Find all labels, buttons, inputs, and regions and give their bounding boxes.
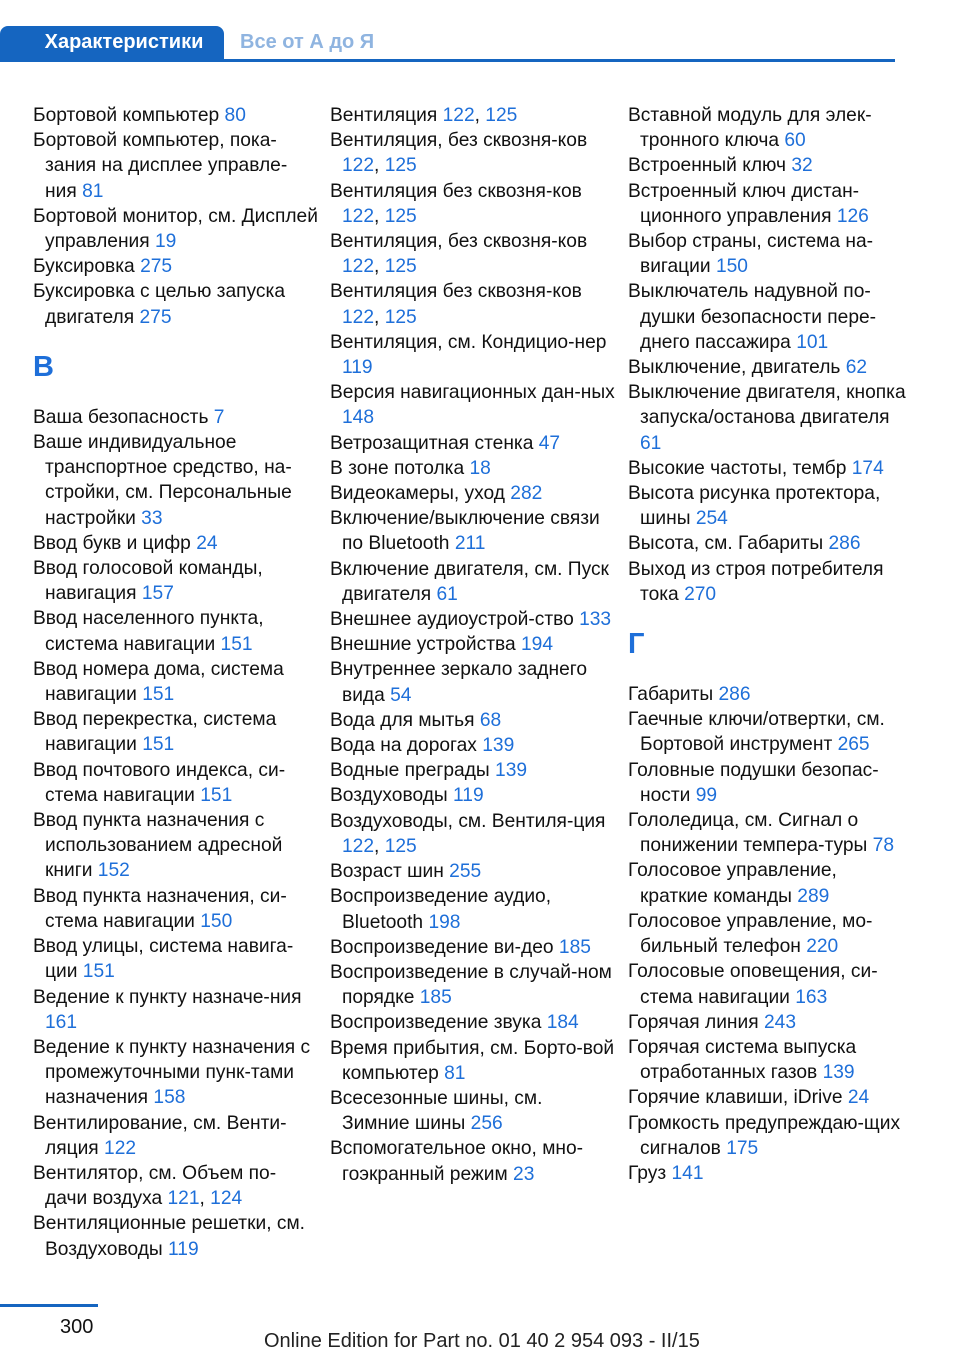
index-term: Выключение двигателя, кнопка запуска/останова двигателя [628,382,906,429]
page-link[interactable]: 161 [45,1011,78,1033]
page-link[interactable]: 122 [342,256,375,278]
page-link[interactable]: 81 [444,1062,466,1084]
index-term: Выключатель надувной по-душки безопасности пере-днего пассажира [628,281,877,353]
index-term: Ввод пункта назначения, си-стема навигации [33,885,287,932]
page-link[interactable]: 163 [795,986,828,1008]
index-entry [330,783,615,808]
index-entry [33,1035,318,1111]
index-entry [330,506,615,556]
index-column-2 [330,103,615,1187]
index-term: Встроенный ключ дистан-ционного управления [628,180,860,227]
index-entry [330,708,615,733]
footer-divider [0,1304,98,1307]
page-link[interactable]: 289 [797,885,830,907]
page-link[interactable]: 126 [836,205,869,227]
page-link[interactable]: 255 [449,861,482,883]
index-entry [628,456,908,481]
index-term: Ввод пункта назначения с использованием адресной книги [33,810,283,882]
index-entry [628,531,908,556]
page-link[interactable]: 99 [695,784,718,806]
index-entry [628,707,908,757]
index-term: Буксировка [33,256,135,278]
index-entry [330,481,615,506]
page-link[interactable]: 133 [579,609,612,631]
page-link[interactable]: 119 [453,785,484,807]
index-term: Горячая система выпуска отработанных газов [628,1036,857,1084]
index-entry [330,607,615,632]
page-link[interactable]: 61 [640,432,662,454]
index-entry [33,279,318,329]
page-link[interactable]: 270 [684,583,717,605]
index-term: Вентиляция без сквозня-ков [330,281,582,303]
page-link[interactable]: 122 [442,105,475,126]
index-entry [330,884,615,934]
index-entry [330,1086,615,1136]
index-term: Внешнее аудиоустрой-ство [330,609,574,631]
index-term: Бортовой компьютер, пока-зания на дисплее управле-ния [33,130,288,202]
page-link[interactable]: 175 [726,1137,759,1159]
page-link[interactable]: 174 [851,457,884,479]
page-link[interactable]: 101 [796,331,829,353]
index-entry [33,884,318,934]
page-link[interactable]: 60 [784,130,806,152]
page-link[interactable]: 125 [485,105,518,126]
index-entry [628,1085,908,1110]
index-term: В зоне потолка [330,457,465,479]
page-link[interactable]: 33 [141,507,163,529]
index-term: Бортовой компьютер [33,105,220,126]
page-link[interactable]: 286 [718,684,751,706]
index-term: Голосовое управление, мо-бильный телефон [628,910,873,958]
index-entry [628,808,908,858]
index-term: Гололедица, см. Сигнал о понижении темпера-туры [628,810,868,857]
index-term: Габариты [628,684,714,706]
page-link[interactable]: 122 [104,1137,137,1159]
page-link[interactable]: 185 [419,987,452,1009]
index-term: Вентилирование, см. Венти-ляция [33,1112,287,1159]
index-term: Воспроизведение аудио, Bluetooth [330,886,552,933]
index-entry [330,960,615,1010]
page-link[interactable]: 139 [482,735,515,757]
index-term: Ветрозащитная стенка [330,432,534,454]
page-link[interactable]: 282 [510,483,543,505]
index-term: Ввод почтового индекса, си-стема навигации [33,759,286,806]
index-entry [628,229,908,279]
edition-text: Online Edition for Part no. 01 40 2 954 093 - II/15 [264,1330,700,1352]
index-term: Горячие клавиши, iDrive [628,1087,843,1109]
page-link[interactable]: 24 [847,1087,870,1109]
page-link[interactable]: 122 [342,306,375,328]
index-entry [628,355,908,380]
page-link[interactable]: 265 [837,734,870,756]
page-link[interactable]: 125 [384,835,417,857]
index-term: Ввод букв и цифр [33,532,191,554]
index-term: Воздуховоды [330,785,448,807]
page-link[interactable]: 124 [210,1188,243,1210]
index-entry [33,934,318,984]
index-term: Ввод улицы, система навига-ции [33,936,294,983]
index-entry [33,985,318,1035]
index-term: Ввод перекрестка, система навигации [33,709,277,756]
index-term: Ваша безопасность [33,406,209,428]
index-term: Возраст шин [330,861,444,883]
index-entry [628,557,908,607]
page-link[interactable]: 125 [384,155,417,177]
index-term: Водные преграды [330,760,490,782]
index-term: Буксировка с целью запуска двигателя [33,281,286,328]
index-entry [33,405,318,430]
page-link[interactable]: 139 [822,1062,855,1084]
index-entry [628,758,908,808]
index-entry [33,808,318,884]
page-link[interactable]: 151 [220,633,253,655]
index-entry [330,935,615,960]
index-entry [330,657,615,707]
page-link[interactable]: 121 [167,1188,200,1210]
index-term: Ввод населенного пункта, система навигации [33,608,264,655]
index-term: Вставной модуль для элек-тронного ключа [628,105,872,152]
index-term: Голосовые оповещения, си-стема навигации [628,961,878,1008]
index-term: Вентилятор, см. Объем по-дачи воздуха [33,1162,277,1210]
page-link[interactable]: 150 [715,256,748,278]
index-entry [330,431,615,456]
page-link[interactable]: 81 [82,180,104,202]
index-entry [330,557,615,607]
index-term: Вентиляция, без сквозня-ков [330,130,588,152]
page-link[interactable]: 198 [428,911,461,933]
page-link[interactable]: 286 [828,533,861,555]
index-entry [330,456,615,481]
page-link[interactable]: 122 [342,205,375,227]
index-column-1 [33,103,318,1262]
index-term: Горячая линия [628,1011,759,1033]
index-term: Вода для мытья [330,709,475,731]
index-entry [628,959,908,1009]
index-entry [628,179,908,229]
index-term: Внутреннее зеркало заднего вида [330,659,587,706]
index-term: Воздуховоды, см. Вентиля-ция [330,810,606,832]
page-link[interactable]: 158 [153,1087,186,1109]
index-entry [330,380,615,430]
section-letter: Г [628,628,645,661]
index-term: Воспроизведение звука [330,1012,542,1034]
page-link[interactable]: 211 [454,533,486,555]
page-link[interactable]: 23 [513,1163,535,1185]
page-link[interactable]: 184 [546,1012,579,1034]
index-entry [33,1211,318,1261]
page-link[interactable]: 194 [520,634,553,656]
index-term: Вентиляция [330,105,438,126]
header-divider [0,59,895,62]
page-link[interactable]: 24 [196,532,218,554]
page-link[interactable]: 185 [558,936,591,958]
index-term: Внешние устройства [330,634,516,656]
index-entry [33,204,318,254]
index-column-3 [628,103,908,1186]
page-link[interactable]: 18 [469,457,491,479]
index-term: Встроенный ключ [628,155,786,177]
index-term: Выключение, двигатель [628,357,841,379]
page-link[interactable]: 141 [671,1162,704,1184]
page-link[interactable]: 32 [791,155,813,177]
page-link[interactable]: 275 [139,306,172,328]
page-link[interactable]: 125 [384,256,417,278]
index-term: Громкость предупреждаю-щих сигналов [628,1112,901,1159]
index-entry [33,758,318,808]
index-entry [33,1111,318,1161]
page-link[interactable]: 54 [390,684,412,706]
index-term: Вентиляция, без сквозня-ков [330,231,588,253]
index-term: Ведение к пункту назначения с промежуточными пунк-тами назначения [33,1036,311,1109]
index-entry: Вентиляция без сквозня-ков 122, 125 [330,180,582,227]
page-link[interactable]: 254 [695,508,728,530]
index-term: Включение/выключение связи по Bluetooth [330,508,600,555]
index-term: Время прибытия, см. Борто-вой компьютер [330,1037,615,1084]
index-term: Ведение к пункту назначе-ния [33,986,302,1008]
page-link[interactable]: 125 [384,205,417,227]
index-entry [330,1036,615,1086]
page-link[interactable]: 150 [200,910,233,932]
page-link[interactable]: 256 [470,1113,503,1135]
index-term: Голосовое управление, краткие команды [628,860,837,907]
index-entry [628,1111,908,1161]
index-entry [330,733,615,758]
index-term: Ввод голосовой команды, навигация [33,558,263,605]
page-link[interactable]: 157 [141,583,174,605]
index-term: Вентиляция без сквозня-ков [330,180,582,202]
index-term: Включение двигателя, см. Пуск двигателя [330,558,609,605]
index-entry: Вентиляция 122, 125 [330,105,518,126]
index-entry [33,556,318,606]
index-entry: Вентиляция, без сквозня-ков 122, 125 [330,231,588,278]
index-entry [628,682,908,707]
page-link[interactable]: 243 [763,1011,796,1033]
index-term: Высота, см. Габариты [628,533,824,555]
page-link[interactable]: 151 [142,684,175,706]
index-entry [628,481,908,531]
page-link[interactable]: 19 [155,231,177,253]
index-entry [33,707,318,757]
page-link[interactable]: 275 [140,256,173,278]
page-link[interactable]: 152 [97,860,130,882]
index-entry: Вентиляция без сквозня-ков 122, 125 [330,281,582,328]
index-term: Вода на дорогах [330,735,477,757]
index-term: Всесезонные шины, см. Зимние шины [330,1087,543,1135]
index-term: Ввод номера дома, система навигации [33,658,284,706]
index-entry [330,859,615,884]
page-link[interactable]: 122 [342,155,375,177]
page-link[interactable]: 148 [342,407,375,429]
page-link[interactable]: 119 [168,1238,199,1260]
index-entry [330,632,615,657]
index-entry [33,430,318,531]
index-term: Ваше индивидуальное транспортное средство, на-стройки, см. Персональные настройки [33,432,292,529]
tab-a-to-z[interactable]: Все от А до Я [240,31,375,53]
index-term: Вентиляционные решетки, см. Воздуховоды [33,1213,305,1260]
index-entry [33,103,318,128]
index-term: Груз [628,1162,667,1184]
index-entry [628,103,908,153]
index-entry [628,1010,908,1035]
index-entry [628,858,908,908]
page-link[interactable]: 151 [200,784,233,806]
index-entry: Вентилятор, см. Объем по-дачи воздуха 121, 124 [33,1162,277,1210]
index-entry [33,254,318,279]
index-term: Выход из строя потребителя тока [628,558,884,605]
page-link[interactable]: 220 [806,936,839,958]
index-entry [33,128,318,204]
page-link[interactable]: 47 [538,432,561,454]
index-entry [628,1161,908,1186]
index-entry [628,380,908,456]
page-link[interactable]: 119 [342,357,373,379]
index-entry [33,606,318,656]
page-link[interactable]: 151 [82,961,115,983]
index-entry [628,1035,908,1085]
header [0,20,895,62]
index-entry: Вентиляция, без сквозня-ков 122, 125 [330,130,588,177]
index-term: Воспроизведение ви-део [330,936,554,958]
index-term: Выбор страны, система на-вигации [628,231,874,278]
index-term: Вентиляция, см. Кондицио-нер [330,331,607,353]
index-entry [330,330,615,380]
page-link[interactable]: 68 [479,709,502,731]
index-term: Бортовой монитор, см. Дисплей управления [33,205,318,253]
index-entry [330,1010,615,1035]
page-link[interactable]: 61 [436,583,458,605]
index-term: Головные подушки безопас-ности [628,759,879,806]
page-number: 300 [60,1316,94,1338]
page-link[interactable]: 139 [495,760,528,782]
index-entry [330,758,615,783]
page-link[interactable]: 125 [384,306,417,328]
page-link[interactable]: 151 [142,734,175,756]
page-link[interactable]: 78 [872,835,895,857]
index-term: Воспроизведение в случай-ном порядке [330,961,612,1009]
page-link[interactable]: 62 [845,357,868,379]
section-letter: В [33,350,54,383]
page-link[interactable]: 80 [224,105,246,126]
page-link[interactable]: 7 [213,406,225,428]
index-entry [330,1136,615,1186]
index-term: Высокие частоты, тембр [628,457,847,479]
index-entry [33,531,318,556]
index-entry [628,279,908,355]
index-term: Вспомогательное окно, мно-гоэкранный режим [330,1138,584,1185]
index-entry [33,657,318,707]
tab-characteristics[interactable]: Характеристики [0,26,224,59]
index-term: Гаечные ключи/отвертки, см. Бортовой инструмент [628,709,885,756]
index-entry [628,153,908,178]
index-term: Видеокамеры, уход [330,483,505,505]
index-entry: Воздуховоды, см. Вентиля-ция 122, 125 [330,810,606,857]
index-entry [628,909,908,959]
index-term: Высота рисунка протектора, шины [628,483,881,530]
page-link[interactable]: 122 [342,835,375,857]
index-term: Версия навигационных дан-ных [330,382,615,404]
